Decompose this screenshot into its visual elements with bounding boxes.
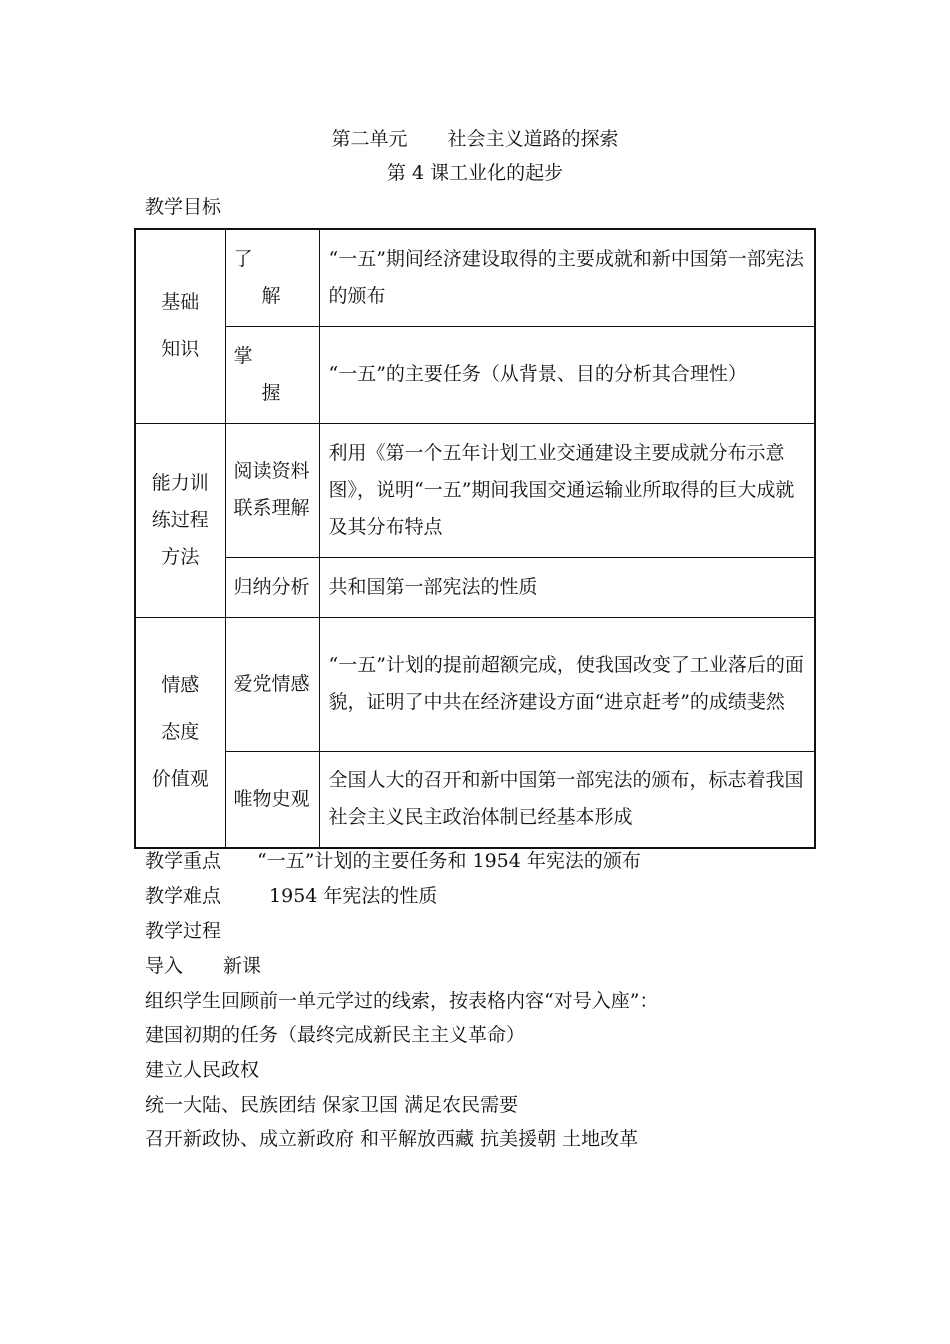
category-line: 方法	[161, 545, 200, 568]
body-line: 建国初期的任务（最终完成新民主主义革命）	[145, 1024, 526, 1046]
content-cell: 共和国第一部宪法的性质	[319, 557, 815, 617]
table-row	[135, 423, 815, 557]
key-point-text: “一五”计划的主要任务和 1954 年宪法的颁布	[257, 850, 641, 872]
unit-title	[0, 126, 950, 152]
category-cell	[135, 617, 225, 848]
intro-line	[145, 953, 261, 979]
subcategory-cell	[225, 423, 319, 557]
category-line: 基础	[161, 291, 200, 314]
subcategory-cell	[225, 751, 319, 848]
subcategory-line: 阅读资料	[233, 460, 310, 482]
content-cell: 全国人大的召开和新中国第一部宪法的颁布，标志着我国社会主义民主政治体制已经基本形成	[319, 751, 815, 848]
table-row	[135, 751, 815, 848]
category-cell	[135, 229, 225, 423]
intro-label: 导入	[145, 955, 184, 977]
table-row	[135, 229, 815, 326]
category-line: 情感	[161, 673, 200, 696]
process-label: 教学过程	[145, 920, 222, 942]
body-line: 召开新政协、成立新政府 和平解放西藏 抗美援朝 土地改革	[145, 1128, 639, 1150]
content-cell: 利用《第一个五年计划工业交通建设主要成就分布示意图》，说明“一五”期间我国交通运输业所取得的巨大成就及其分布特点	[319, 423, 815, 557]
objectives-label: 教学目标	[145, 196, 222, 218]
subcategory-cell	[225, 557, 319, 617]
body-line: 组织学生回顾前一单元学过的线索，按表格内容“对号入座”：	[145, 990, 659, 1012]
subcategory-line: 爱党情感	[233, 672, 310, 695]
subcategory-line: 归纳分析	[233, 575, 310, 598]
subcategory-line: 了	[233, 247, 253, 270]
unit-name: 社会主义道路的探索	[447, 128, 619, 150]
body-line: 建立人民政权	[145, 1059, 260, 1081]
category-line: 态度	[161, 720, 200, 743]
difficulty-label: 教学难点	[145, 885, 222, 907]
subcategory-line: 唯物史观	[233, 787, 310, 810]
content-cell: “一五”的主要任务（从背景、目的分析其合理性）	[319, 326, 815, 423]
subcategory-line: 解	[261, 284, 281, 307]
subcategory-cell	[225, 326, 319, 423]
key-point-label: 教学重点	[145, 850, 222, 872]
category-line: 知识	[161, 338, 200, 361]
intro-text: 新课	[223, 955, 262, 977]
key-point-line	[145, 848, 641, 874]
table-row	[135, 617, 815, 751]
table-row	[135, 326, 815, 423]
category-cell	[135, 423, 225, 617]
subcategory-line: 掌	[233, 344, 253, 367]
category-line: 价值观	[151, 767, 209, 790]
lesson-title: 第 4 课工业化的起步	[386, 162, 564, 184]
content-cell: “一五”期间经济建设取得的主要成就和新中国第一部宪法的颁布	[319, 229, 815, 326]
subcategory-line: 联系理解	[233, 497, 310, 519]
body-line: 统一大陆、民族团结 保家卫国 满足农民需要	[145, 1094, 519, 1116]
difficulty-text: 1954 年宪法的性质	[269, 885, 438, 907]
category-line: 能力训	[151, 471, 209, 494]
objectives-table	[134, 228, 816, 849]
content-cell: “一五”计划的提前超额完成，使我国改变了工业落后的面貌，证明了中共在经济建设方面“进京赶考”的成绩斐然	[319, 617, 815, 751]
table-row	[135, 557, 815, 617]
category-line: 练过程	[151, 508, 209, 531]
difficulty-line	[145, 883, 437, 909]
unit-number: 第二单元	[331, 128, 408, 150]
subcategory-cell	[225, 229, 319, 326]
subcategory-cell	[225, 617, 319, 751]
subcategory-line: 握	[261, 381, 281, 404]
